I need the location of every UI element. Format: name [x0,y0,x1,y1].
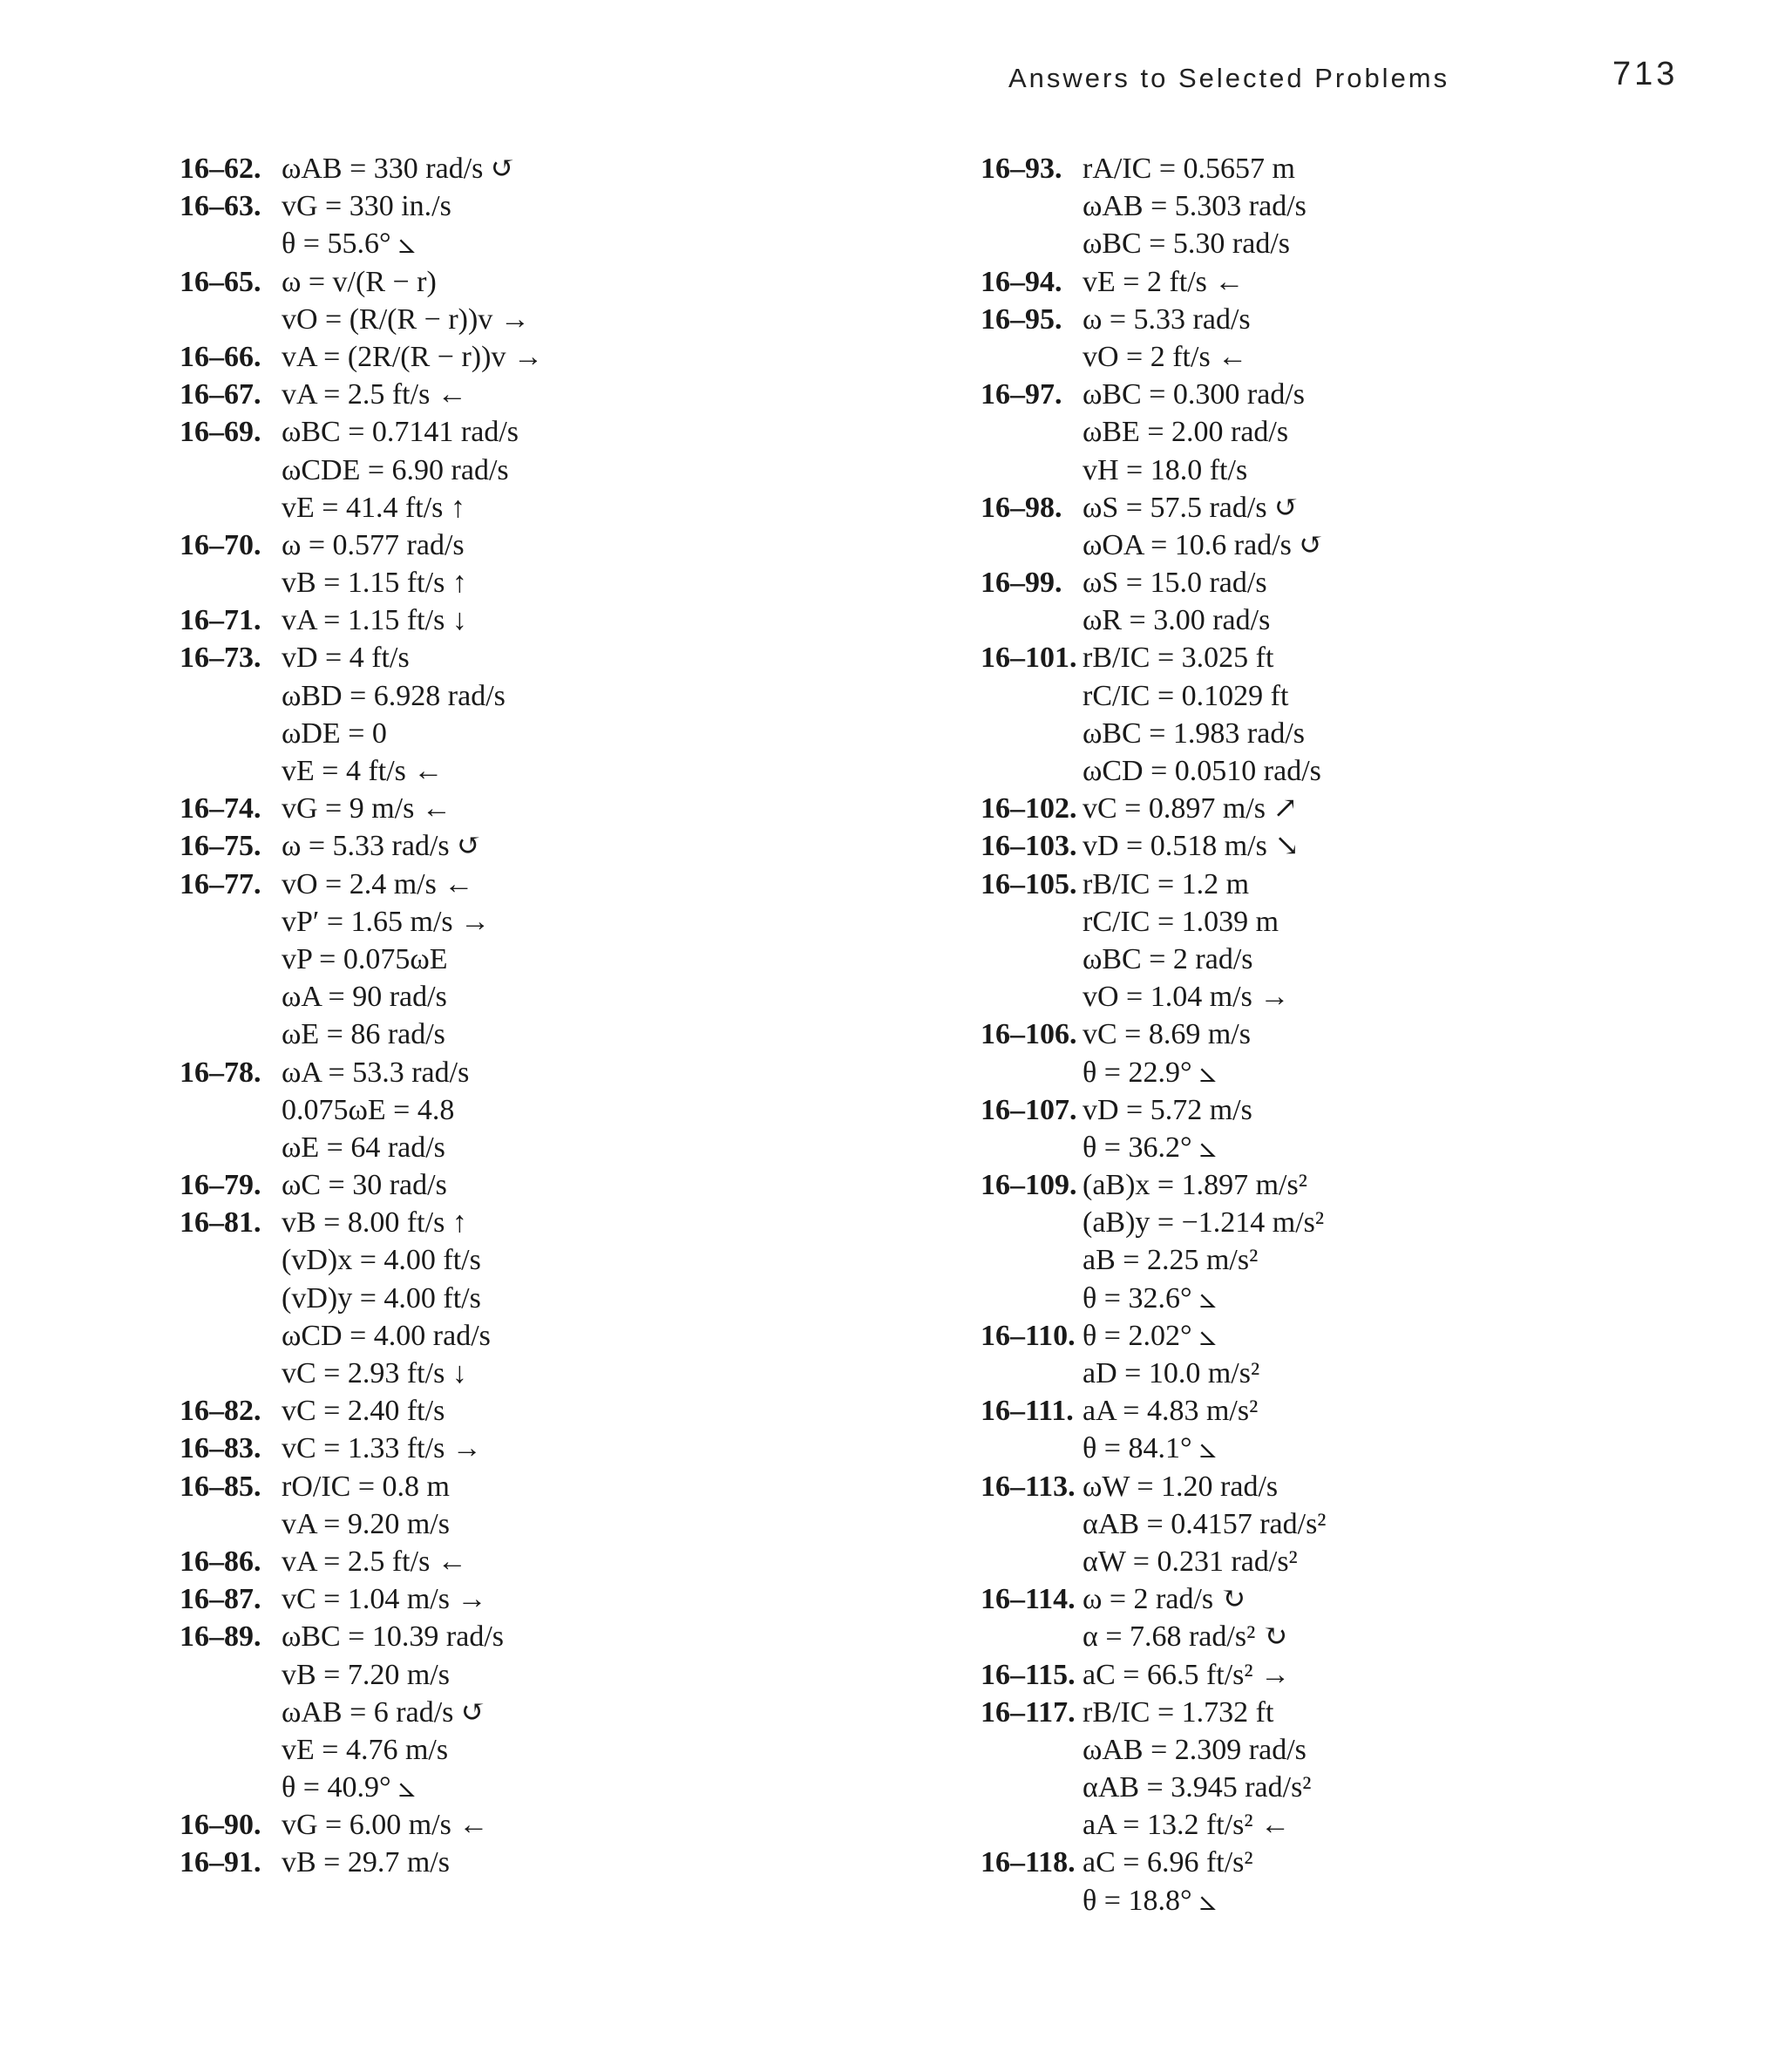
running-header: Answers to Selected Problems [1008,63,1450,93]
answer-row [981,1882,1678,1919]
answer-value: aA = 4.83 m/s² [1083,1395,1259,1428]
problem-number: 16–106. [981,1018,1077,1051]
answer-row [981,1430,1678,1467]
answer-row [180,978,877,1016]
answer-value: vO = 1.04 m/s → [1083,981,1290,1014]
answer-row [981,1694,1678,1731]
answer-value: ωCD = 0.0510 rad/s [1083,755,1321,787]
answer-row [981,941,1678,978]
answer-value: aC = 66.5 ft/s² → [1083,1658,1291,1691]
problem-number: 16–73. [180,642,261,675]
answer-value: ωA = 53.3 rad/s [282,1056,470,1089]
answer-row [180,1580,877,1618]
problem-number: 16–74. [180,792,261,825]
answer-row [981,1468,1678,1505]
answer-value: vO = 2.4 m/s ← [282,867,474,900]
answer-row [981,790,1678,827]
answer-row [180,790,877,827]
answer-value: (vD)y = 4.00 ft/s [282,1281,481,1315]
answer-value: vA = 2.5 ft/s ← [282,378,467,411]
answer-row [981,376,1678,413]
answer-row [981,1016,1678,1053]
answer-value: ωBD = 6.928 rad/s [282,679,506,712]
problem-number: 16–93. [981,153,1062,185]
answer-value: ωR = 3.00 rad/s [1083,604,1271,637]
answer-row [981,1844,1678,1881]
answer-value: vA = (2R/(R − r))v → [282,340,543,373]
answer-value: ωA = 90 rad/s [282,981,447,1014]
problem-number: 16–62. [180,153,261,185]
answer-value: ω = 5.33 rad/s ↺ [282,830,482,863]
answer-value: vG = 330 in./s [282,190,451,223]
problem-number: 16–117. [981,1695,1076,1729]
problem-number: 16–95. [981,302,1062,336]
problem-number: 16–94. [981,265,1062,298]
answer-value: ωBC = 0.300 rad/s [1083,378,1305,411]
answer-row [981,338,1678,376]
answer-value: vE = 41.4 ft/s ↑ [282,491,465,524]
answer-row [981,1317,1678,1355]
answer-row [981,1580,1678,1618]
answer-value: vD = 0.518 m/s ↘ [1083,830,1300,863]
answer-row [981,752,1678,790]
answer-row [180,376,877,413]
answer-row [981,639,1678,676]
problem-number: 16–79. [180,1169,261,1202]
answer-row [981,1806,1678,1844]
answer-row [180,903,877,941]
answer-row [981,263,1678,301]
answer-value: vD = 4 ft/s [282,642,410,675]
problem-number: 16–115. [981,1658,1076,1691]
answer-value: ωE = 86 rad/s [282,1018,445,1051]
answer-value: ωS = 15.0 rad/s [1083,567,1267,600]
answer-value: vH = 18.0 ft/s [1083,453,1248,486]
answer-row [180,526,877,564]
problem-number: 16–67. [180,378,261,411]
answer-value: ω = v/(R − r) [282,265,437,298]
answer-row [981,1543,1678,1580]
answer-row [180,338,877,376]
answer-row [180,1618,877,1655]
answer-row [180,1355,877,1392]
answer-value: rC/IC = 1.039 m [1083,905,1279,938]
answer-value: vB = 7.20 m/s [282,1658,450,1691]
answer-value: rB/IC = 3.025 ft [1083,642,1274,675]
answer-value: (vD)x = 4.00 ft/s [282,1244,481,1277]
answer-value: ωAB = 5.303 rad/s [1083,190,1307,223]
answer-row [981,526,1678,564]
answer-row [981,1204,1678,1241]
answer-row [180,225,877,262]
answer-value: vC = 1.04 m/s → [282,1583,487,1616]
answer-value: θ = 32.6° ⦣ [1083,1281,1217,1315]
answer-row [981,452,1678,489]
answer-value: rO/IC = 0.8 m [282,1470,450,1503]
answer-row [180,1016,877,1053]
problem-number: 16–98. [981,491,1062,524]
answer-value: ωCDE = 6.90 rad/s [282,453,509,486]
answer-value: aA = 13.2 ft/s² ← [1083,1809,1291,1842]
answer-row [180,150,877,187]
answer-row [981,1166,1678,1204]
answer-value: ωAB = 6 rad/s ↺ [282,1695,486,1729]
answer-row [180,187,877,225]
answer-row [981,1129,1678,1166]
answer-value: ωBC = 5.30 rad/s [1083,228,1290,261]
answer-value: vC = 1.33 ft/s → [282,1432,482,1465]
answer-row [981,601,1678,639]
answer-row [180,564,877,601]
answers-column-right [981,150,1678,1919]
answer-value: aB = 2.25 m/s² [1083,1244,1259,1277]
problem-number: 16–113. [981,1470,1076,1503]
problem-number: 16–87. [180,1583,261,1616]
problem-number: 16–89. [180,1620,261,1654]
answer-value: rB/IC = 1.2 m [1083,867,1250,900]
answer-row [180,1543,877,1580]
problem-number: 16–77. [180,867,261,900]
answer-value: vB = 29.7 m/s [282,1846,450,1879]
answer-row [180,941,877,978]
problem-number: 16–69. [180,416,261,449]
answer-value: ωAB = 2.309 rad/s [1083,1733,1307,1766]
answer-value: vC = 2.93 ft/s ↓ [282,1357,467,1389]
answer-row [180,1166,877,1204]
answer-row [981,827,1678,865]
problem-number: 16–110. [981,1319,1076,1352]
answer-value: vO = (R/(R − r))v → [282,302,530,336]
answer-value: αW = 0.231 rad/s² [1083,1545,1298,1578]
problem-number: 16–65. [180,265,261,298]
answer-value: ωOA = 10.6 rad/s ↺ [1083,528,1324,561]
answer-value: vO = 2 ft/s ← [1083,340,1248,373]
answer-row [981,1618,1678,1655]
problem-number: 16–78. [180,1056,261,1089]
problem-number: 16–97. [981,378,1062,411]
answer-value: vG = 9 m/s ← [282,792,451,825]
answer-value: vP = 0.075ωE [282,942,448,975]
answer-row [981,677,1678,715]
problem-number: 16–107. [981,1093,1077,1126]
answer-value: α = 7.68 rad/s² ↻ [1083,1620,1288,1654]
answer-value: ωAB = 330 rad/s ↺ [282,153,516,185]
answer-row [180,677,877,715]
answer-value: αAB = 3.945 rad/s² [1083,1771,1312,1804]
problem-number: 16–90. [180,1809,261,1842]
answer-row [180,1392,877,1430]
answer-row [981,1656,1678,1694]
answer-value: ω = 0.577 rad/s [282,528,465,561]
answer-row [981,978,1678,1016]
answer-row [180,1769,877,1806]
answer-value: θ = 22.9° ⦣ [1083,1056,1217,1089]
answer-value: ωW = 1.20 rad/s [1083,1470,1279,1503]
answer-value: ωBC = 10.39 rad/s [282,1620,504,1654]
problem-number: 16–85. [180,1470,261,1503]
answer-value: vB = 1.15 ft/s ↑ [282,567,467,600]
problem-number: 16–63. [180,190,261,223]
answer-value: θ = 40.9° ⦣ [282,1771,416,1804]
answer-value: vP′ = 1.65 m/s → [282,905,491,938]
answer-row [981,1769,1678,1806]
answer-row [180,263,877,301]
problem-number: 16–102. [981,792,1077,825]
answer-row [180,1731,877,1769]
answer-value: ωBC = 1.983 rad/s [1083,717,1305,750]
answer-row [180,601,877,639]
problem-number: 16–71. [180,604,261,637]
answer-value: vC = 8.69 m/s [1083,1018,1251,1051]
answer-row [981,1091,1678,1129]
answer-row [981,564,1678,601]
answer-value: vB = 8.00 ft/s ↑ [282,1206,467,1240]
answer-value: (aB)x = 1.897 m/s² [1083,1169,1307,1202]
answer-row [981,715,1678,752]
problem-number: 16–66. [180,340,261,373]
answer-value: vD = 5.72 m/s [1083,1093,1252,1126]
answer-row [180,1129,877,1166]
problem-number: 16–118. [981,1846,1076,1879]
answer-value: ωBE = 2.00 rad/s [1083,416,1289,449]
answer-row [981,1241,1678,1279]
answer-value: θ = 55.6° ⦣ [282,228,416,261]
answer-row [981,489,1678,526]
answer-value: aC = 6.96 ft/s² [1083,1846,1253,1879]
answer-row [180,452,877,489]
answer-row [180,1430,877,1467]
problem-number: 16–101. [981,642,1077,675]
answer-value: ω = 5.33 rad/s [1083,302,1251,336]
answer-row [180,413,877,451]
answer-value: rC/IC = 0.1029 ft [1083,679,1289,712]
answer-row [981,413,1678,451]
answer-row [981,187,1678,225]
answer-row [180,1656,877,1694]
answer-row [981,1392,1678,1430]
answer-row [981,301,1678,338]
answer-row [981,225,1678,262]
answer-row [180,1280,877,1317]
answer-row [981,1355,1678,1392]
problem-number: 16–99. [981,567,1062,600]
answer-row [180,1091,877,1129]
answer-row [180,1505,877,1543]
problem-number: 16–86. [180,1545,261,1578]
answer-row [180,752,877,790]
answer-value: ωDE = 0 [282,717,387,750]
answer-value: vE = 2 ft/s ← [1083,265,1245,298]
answer-row [180,715,877,752]
problem-number: 16–83. [180,1432,261,1465]
answer-row [180,827,877,865]
answer-value: vC = 0.897 m/s ↗ [1083,792,1298,825]
answer-row [981,1731,1678,1769]
answer-value: θ = 84.1° ⦣ [1083,1432,1217,1465]
answer-row [180,1054,877,1091]
answer-value: rA/IC = 0.5657 m [1083,153,1295,185]
answer-value: 0.075ωE = 4.8 [282,1093,455,1126]
problem-number: 16–111. [981,1395,1074,1428]
answer-row [981,1280,1678,1317]
answer-row [180,301,877,338]
problem-number: 16–109. [981,1169,1077,1202]
answer-row [981,866,1678,903]
answer-row [981,903,1678,941]
problem-number: 16–81. [180,1206,261,1240]
answer-value: (aB)y = −1.214 m/s² [1083,1206,1325,1240]
problem-number: 16–91. [180,1846,261,1879]
answer-value: vA = 2.5 ft/s ← [282,1545,467,1578]
answer-row [180,489,877,526]
answer-value: ωBC = 0.7141 rad/s [282,416,519,449]
answer-row [180,866,877,903]
answer-value: θ = 2.02° ⦣ [1083,1319,1217,1352]
answer-value: vE = 4.76 m/s [282,1733,449,1766]
answer-value: vA = 9.20 m/s [282,1507,450,1540]
answer-row [180,1468,877,1505]
answer-row [180,1694,877,1731]
problem-number: 16–75. [180,830,261,863]
problem-number: 16–103. [981,830,1077,863]
problem-number: 16–82. [180,1395,261,1428]
answer-row [180,639,877,676]
answer-value: vE = 4 ft/s ← [282,755,444,787]
answer-row [180,1806,877,1844]
answer-value: vG = 6.00 m/s ← [282,1809,489,1842]
answer-value: ωBC = 2 rad/s [1083,942,1253,975]
answer-value: ωCD = 4.00 rad/s [282,1319,491,1352]
answer-row [180,1204,877,1241]
answer-value: ωE = 64 rad/s [282,1131,445,1164]
answer-value: θ = 36.2° ⦣ [1083,1131,1217,1164]
answer-value: vC = 2.40 ft/s [282,1395,445,1428]
answer-value: aD = 10.0 m/s² [1083,1357,1260,1389]
answer-value: ωS = 57.5 rad/s ↺ [1083,491,1300,524]
answer-row [981,150,1678,187]
answer-value: vA = 1.15 ft/s ↓ [282,604,467,637]
answer-row [180,1241,877,1279]
answer-value: αAB = 0.4157 rad/s² [1083,1507,1327,1540]
answer-value: ω = 2 rad/s ↻ [1083,1583,1246,1616]
answer-value: θ = 18.8° ⦣ [1083,1884,1217,1917]
answer-row [180,1844,877,1881]
problem-number: 16–70. [180,528,261,561]
answer-row [981,1505,1678,1543]
page-number: 713 [1612,56,1679,92]
problem-number: 16–105. [981,867,1077,900]
answers-column-left [180,150,877,1882]
answer-value: rB/IC = 1.732 ft [1083,1695,1274,1729]
problem-number: 16–114. [981,1583,1076,1616]
answer-value: ωC = 30 rad/s [282,1169,447,1202]
answer-row [981,1054,1678,1091]
answer-row [180,1317,877,1355]
